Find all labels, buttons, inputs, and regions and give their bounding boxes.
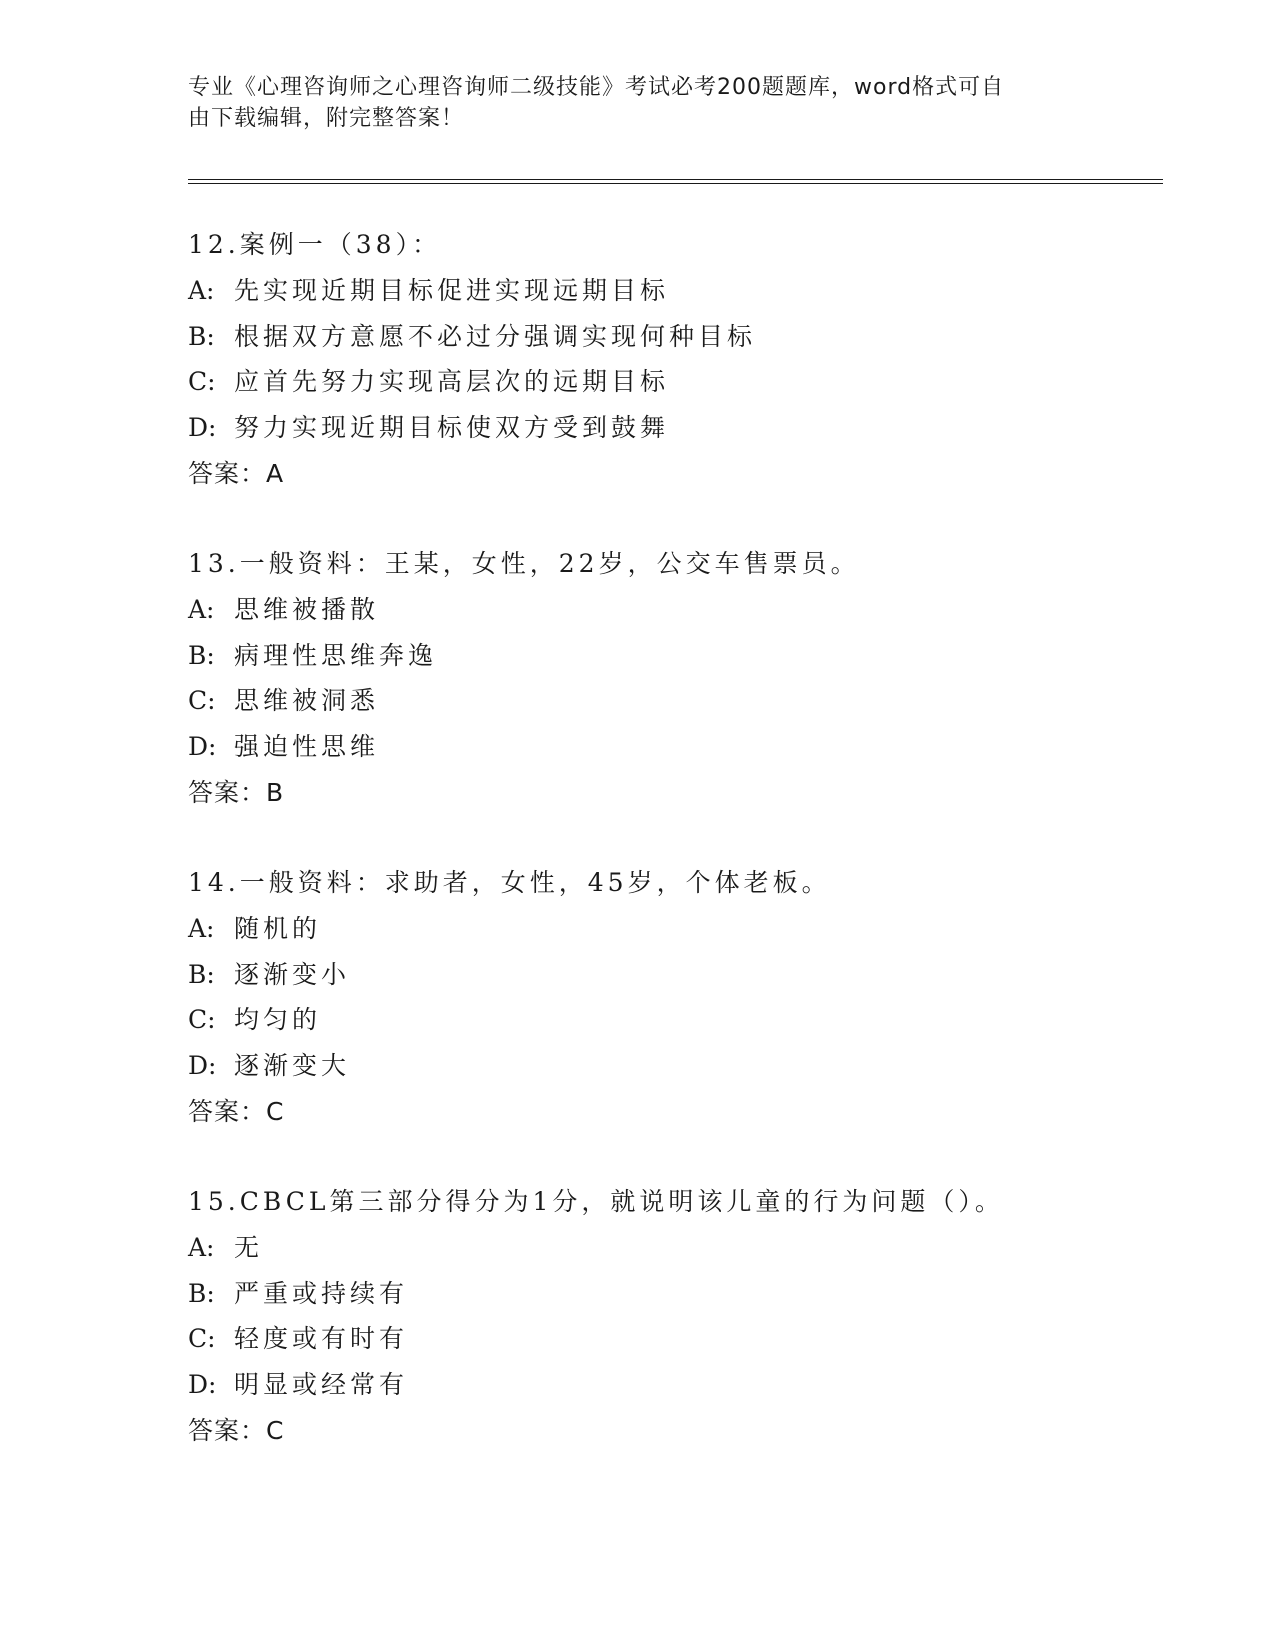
option-text: 应首先努力实现高层次的远期目标 (234, 367, 670, 397)
option-d (188, 724, 1138, 770)
answer-line: 答案：A (188, 458, 285, 488)
option-c (188, 997, 1138, 1043)
question-12 (188, 222, 1138, 497)
option-text: 均匀的 (234, 1005, 322, 1035)
option-key: A: (188, 913, 215, 943)
option-text: 强迫性思维 (234, 732, 380, 762)
option-b (188, 1271, 1138, 1317)
option-key: A: (188, 594, 215, 624)
question-15 (188, 1179, 1138, 1454)
option-key: B: (188, 959, 215, 989)
option-a (188, 1225, 1138, 1271)
option-key: C: (188, 686, 216, 716)
question-13 (188, 541, 1138, 816)
option-a (188, 906, 1138, 952)
option-key: B: (188, 1278, 215, 1308)
option-text: 逐渐变大 (234, 1051, 351, 1081)
answer-line: 答案：B (188, 777, 285, 807)
header-line-2: 由下载编辑，附完整答案！ (188, 106, 465, 131)
header-divider-bottom (188, 183, 1163, 184)
option-d (188, 405, 1138, 451)
option-text: 努力实现近期目标使双方受到鼓舞 (234, 413, 670, 443)
question-14 (188, 860, 1138, 1135)
option-text: 无 (234, 1232, 264, 1262)
option-c (188, 1316, 1138, 1362)
option-key: C: (188, 367, 216, 397)
option-text: 先实现近期目标促进实现远期目标 (234, 275, 670, 305)
option-text: 严重或持续有 (234, 1278, 409, 1308)
document-header (188, 72, 1068, 134)
option-key: D: (188, 1051, 217, 1081)
option-key: B: (188, 321, 215, 351)
header-divider-top (188, 179, 1163, 180)
option-text: 随机的 (234, 913, 322, 943)
option-a (188, 587, 1138, 633)
option-key: D: (188, 732, 217, 762)
header-line-1: 专业《心理咨询师之心理咨询师二级技能》考试必考200题题库，word格式可自 (188, 75, 1005, 100)
option-c (188, 359, 1138, 405)
question-stem: 15.CBCL第三部分得分为1分，就说明该儿童的行为问题（）。 (188, 1187, 1004, 1216)
option-key: D: (188, 1370, 217, 1400)
option-text: 明显或经常有 (234, 1370, 409, 1400)
option-text: 逐渐变小 (234, 959, 351, 989)
option-c (188, 678, 1138, 724)
option-key: B: (188, 640, 215, 670)
option-text: 思维被播散 (234, 594, 380, 624)
option-b (188, 314, 1138, 360)
option-key: C: (188, 1324, 216, 1354)
option-key: C: (188, 1005, 216, 1035)
option-key: A: (188, 275, 215, 305)
option-b (188, 633, 1138, 679)
option-text: 轻度或有时有 (234, 1324, 409, 1354)
option-d (188, 1362, 1138, 1408)
question-stem: 12.案例一（38）： (188, 230, 442, 259)
option-d (188, 1043, 1138, 1089)
option-text: 病理性思维奔逸 (234, 640, 438, 670)
option-b (188, 952, 1138, 998)
option-text: 思维被洞悉 (234, 686, 380, 716)
option-text: 根据双方意愿不必过分强调实现何种目标 (234, 321, 757, 351)
option-key: A: (188, 1232, 215, 1262)
option-a (188, 268, 1138, 314)
question-stem: 14.一般资料：求助者，女性，45岁，个体老板。 (188, 868, 831, 897)
answer-line: 答案：C (188, 1096, 285, 1126)
option-key: D: (188, 413, 217, 443)
answer-line: 答案：C (188, 1415, 285, 1445)
question-stem: 13.一般资料：王某，女性，22岁，公交车售票员。 (188, 549, 860, 578)
